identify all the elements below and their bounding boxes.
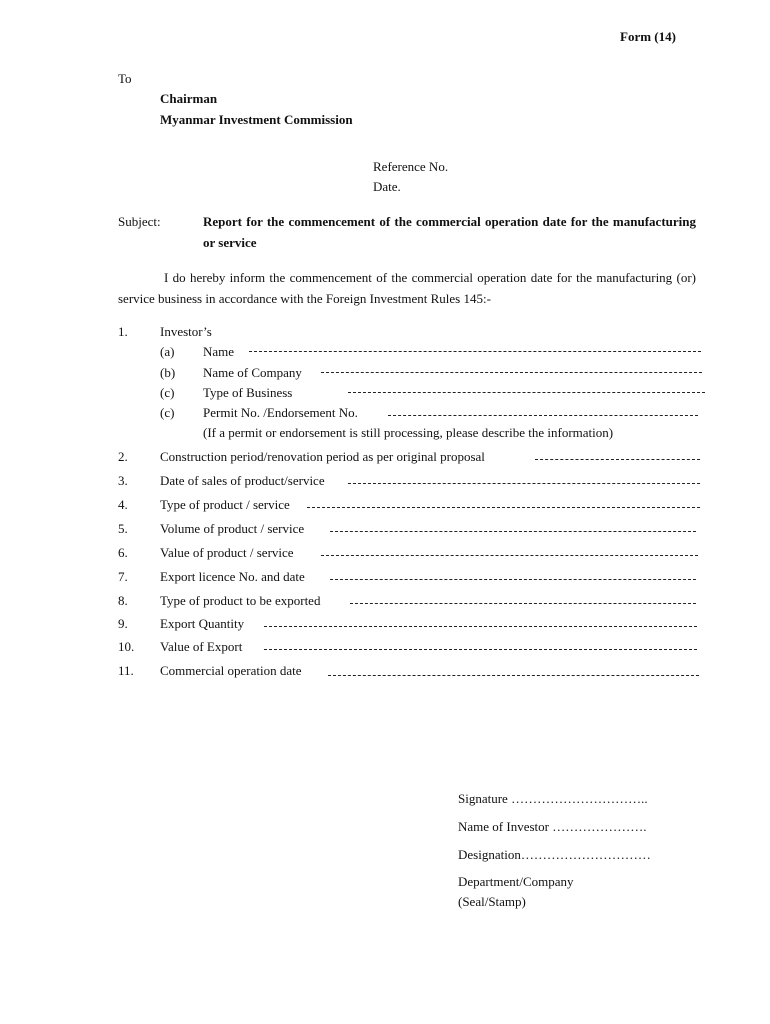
item-label-construction-period: Construction period/renovation period as per original proposal [160, 449, 485, 464]
intro-paragraph-text: I do hereby inform the commencement of the commercial operation date for the manufacturing (or) service business in accordance with the Foreign Investment Rules 145:- [118, 270, 696, 306]
item-label-product-type: Type of product / service [160, 497, 290, 512]
item-label-product-volume: Volume of product / service [160, 521, 305, 536]
subitem-label-permit-no: Permit No. /Endorsement No. [203, 405, 358, 420]
item-label-product-value: Value of product / service [160, 545, 294, 560]
recipient-organization: Myanmar Investment Commission [160, 112, 353, 127]
item-number-3: 3. [118, 473, 128, 488]
subject-label: Subject: [118, 214, 161, 229]
item-label-export-licence: Export licence No. and date [160, 569, 305, 584]
product-volume-field[interactable] [330, 531, 696, 532]
recipient-title: Chairman [160, 91, 218, 106]
item-number-6: 6. [118, 545, 128, 560]
item-label-commercial-operation-date: Commercial operation date [160, 663, 302, 678]
item-number-5: 5. [118, 521, 128, 536]
item-label-export-product-type: Type of product to be exported [160, 593, 321, 608]
subitem-label-business-type: Type of Business [203, 385, 293, 400]
item-number-9: 9. [118, 616, 128, 631]
business-type-field[interactable] [348, 392, 705, 393]
sales-date-field[interactable] [348, 483, 700, 484]
date-label: Date. [373, 179, 401, 194]
name-field[interactable] [249, 351, 701, 352]
item-number-1: 1. [118, 324, 128, 339]
permit-no-field[interactable] [388, 415, 698, 416]
permit-note: (If a permit or endorsement is still processing, please describe the information) [203, 425, 614, 440]
intro-paragraph [118, 267, 696, 309]
reference-no-label: Reference No. [373, 159, 449, 174]
subitem-marker-c: (c) [160, 385, 175, 400]
company-name-field[interactable] [321, 372, 702, 373]
item-number-2: 2. [118, 449, 128, 464]
export-value-field[interactable] [264, 649, 697, 650]
export-product-type-field[interactable] [350, 603, 696, 604]
export-licence-field[interactable] [330, 579, 696, 580]
product-type-field[interactable] [307, 507, 700, 508]
item-number-11: 11. [118, 663, 134, 678]
to-label: To [118, 71, 132, 86]
subject-text: Report for the commencement of the commercial operation date for the manufacturing or service [203, 214, 696, 250]
product-value-field[interactable] [321, 555, 698, 556]
item-label-investors: Investor’s [160, 324, 212, 339]
item-number-8: 8. [118, 593, 128, 608]
designation-line: Designation………………………… [458, 847, 651, 862]
item-number-4: 4. [118, 497, 128, 512]
export-quantity-field[interactable] [264, 626, 697, 627]
signature-line: Signature ………………………….. [458, 791, 648, 806]
item-number-7: 7. [118, 569, 128, 584]
subitem-label-company: Name of Company [203, 365, 302, 380]
department-company-label: Department/Company [458, 874, 574, 889]
item-label-export-value: Value of Export [160, 639, 243, 654]
commercial-operation-date-field[interactable] [328, 675, 699, 676]
subitem-marker-a: (a) [160, 344, 175, 359]
subitem-marker-c2: (c) [160, 405, 175, 420]
name-of-investor-line: Name of Investor …………………. [458, 819, 647, 834]
construction-period-field[interactable] [535, 459, 700, 460]
subitem-label-name: Name [203, 344, 235, 359]
item-label-export-quantity: Export Quantity [160, 616, 245, 631]
form-number: Form (14) [620, 29, 676, 44]
seal-stamp-label: (Seal/Stamp) [458, 894, 526, 909]
item-number-10: 10. [118, 639, 135, 654]
subitem-marker-b: (b) [160, 365, 176, 380]
item-label-sales-date: Date of sales of product/service [160, 473, 325, 488]
